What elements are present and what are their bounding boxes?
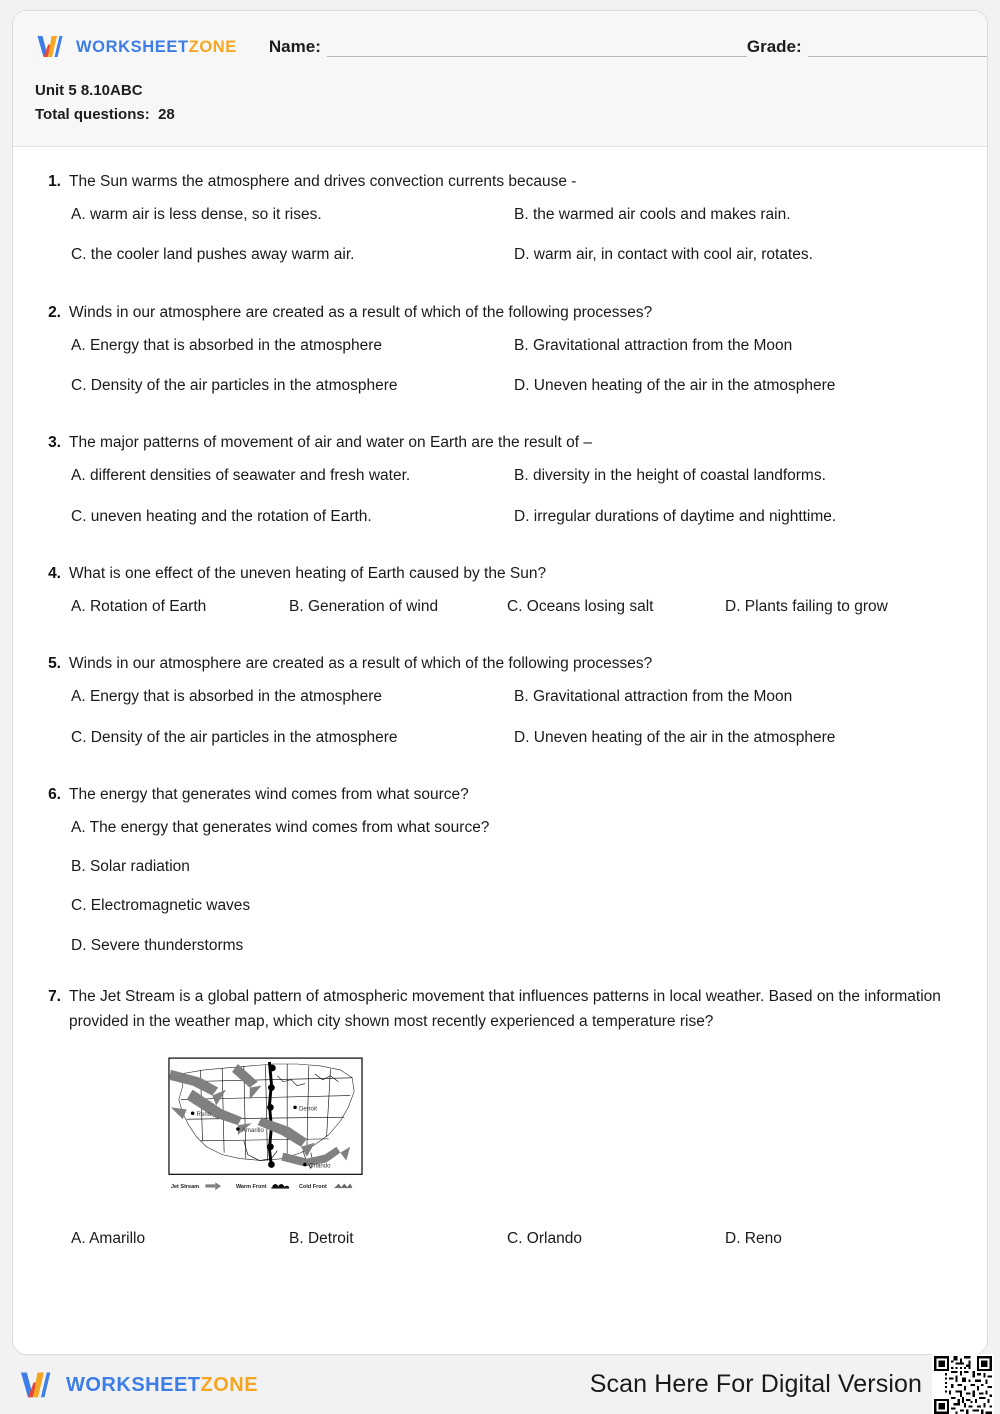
- weather-map-figure: [167, 1056, 957, 1209]
- question-spacer: [43, 625, 957, 651]
- brand-name-part1: WORKSHEET: [76, 37, 189, 56]
- name-label: Name:: [268, 36, 321, 56]
- option-a[interactable]: A. different densities of seawater and fresh water.: [71, 467, 411, 485]
- option-b[interactable]: B. Solar radiation: [71, 858, 190, 876]
- option-c[interactable]: C. Oceans losing salt: [507, 597, 654, 615]
- option-b[interactable]: B. Detroit: [289, 1230, 354, 1248]
- legend-cold-front-label: Cold Front: [298, 1184, 327, 1191]
- worksheet-zone-w-logo-icon: [18, 1370, 58, 1401]
- legend-warm-front-label: Warm Front: [235, 1184, 267, 1191]
- question-2: [43, 300, 957, 398]
- option-grid: [69, 595, 957, 618]
- question-number: 3.: [48, 434, 61, 452]
- option-d[interactable]: D. Reno: [725, 1230, 782, 1248]
- option-b[interactable]: B. the warmed air cools and makes rain.: [514, 206, 791, 224]
- question-4: [43, 561, 957, 618]
- name-input-line[interactable]: [327, 42, 747, 57]
- option-c[interactable]: C. Orlando: [507, 1230, 582, 1248]
- questions-list: [13, 147, 987, 1267]
- question-body: [69, 984, 957, 1250]
- question-text: Winds in our atmosphere are created as a result of which of the following processes?: [69, 655, 653, 673]
- question-spacer: [43, 274, 957, 300]
- option-d[interactable]: D. warm air, in contact with cool air, rotates.: [514, 246, 813, 264]
- option-grid: [69, 816, 957, 957]
- question-body: [69, 561, 957, 618]
- brand-logo: [35, 34, 237, 60]
- question-body: [69, 430, 957, 528]
- option-d[interactable]: D. Uneven heating of the air in the atmosphere: [514, 376, 836, 394]
- question-spacer: [43, 404, 957, 430]
- option-c[interactable]: C. uneven heating and the rotation of Earth.: [71, 507, 372, 525]
- option-d[interactable]: D. Uneven heating of the air in the atmosphere: [514, 728, 836, 746]
- option-grid: [69, 464, 957, 528]
- worksheet-meta: [35, 79, 965, 128]
- page-footer: [0, 1356, 1000, 1414]
- total-questions: [35, 103, 965, 127]
- grade-input-line[interactable]: [808, 42, 988, 57]
- cold-front-line: [269, 1062, 271, 1166]
- option-d[interactable]: D. Plants failing to grow: [725, 597, 888, 615]
- option-b[interactable]: B. Gravitational attraction from the Moon: [514, 336, 793, 354]
- question-body: [69, 651, 957, 749]
- question-7: [43, 984, 957, 1250]
- brand-name: [76, 38, 237, 57]
- option-b[interactable]: B. Gravitational attraction from the Moon: [514, 688, 793, 706]
- option-a[interactable]: A. The energy that generates wind comes from what source?: [71, 818, 490, 836]
- question-number: 2.: [48, 303, 61, 321]
- worksheet-zone-w-logo-icon: [35, 34, 69, 60]
- brand-name-part2: ZONE: [188, 37, 237, 56]
- option-a[interactable]: A. Energy that is absorbed in the atmosphere: [71, 336, 383, 354]
- grade-label: Grade:: [746, 36, 802, 56]
- question-text: Winds in our atmosphere are created as a result of which of the following processes?: [69, 303, 653, 321]
- legend-cold-front-icon: [334, 1184, 352, 1188]
- grade-field[interactable]: [747, 38, 988, 57]
- option-b[interactable]: B. Generation of wind: [289, 597, 439, 615]
- question-number: 7.: [48, 987, 61, 1005]
- name-field[interactable]: [269, 38, 747, 57]
- option-c[interactable]: C. the cooler land pushes away warm air.: [71, 246, 355, 264]
- option-grid: [69, 1227, 957, 1250]
- question-5: [43, 651, 957, 749]
- us-weather-map-image: [167, 1056, 364, 1204]
- legend-warm-front-icon: [271, 1184, 289, 1188]
- option-grid: [69, 203, 957, 267]
- total-questions-value: 28: [158, 106, 175, 124]
- question-body: [69, 169, 957, 267]
- svg-text:Detroit: Detroit: [298, 1105, 317, 1113]
- footer-brand-name: [66, 1374, 258, 1397]
- question-spacer: [43, 756, 957, 782]
- option-a[interactable]: A. Rotation of Earth: [71, 597, 207, 615]
- option-b[interactable]: B. diversity in the height of coastal landforms.: [514, 467, 826, 485]
- worksheet-title: Unit 5 8.10ABC: [35, 82, 143, 99]
- question-text: The energy that generates wind comes from what source?: [69, 785, 469, 803]
- qr-code-icon[interactable]: [932, 1354, 994, 1414]
- question-body: [69, 782, 957, 957]
- option-grid: [69, 334, 957, 398]
- worksheet-header: [13, 11, 987, 147]
- svg-text:Reno: Reno: [196, 1111, 212, 1119]
- option-a[interactable]: A. Amarillo: [71, 1230, 146, 1248]
- question-text: The major patterns of movement of air and water on Earth are the result of –: [69, 434, 592, 452]
- question-3: [43, 430, 957, 528]
- option-c[interactable]: C. Electromagnetic waves: [71, 897, 251, 915]
- legend-jet-stream-label: Jet Stream: [170, 1184, 200, 1191]
- svg-text:Orlando: Orlando: [308, 1162, 331, 1170]
- question-number: 1.: [48, 173, 61, 190]
- option-a[interactable]: A. warm air is less dense, so it rises.: [71, 206, 322, 224]
- question-text: The Sun warms the atmosphere and drives convection currents because -: [69, 173, 577, 190]
- question-spacer: [43, 964, 957, 984]
- question-number: 6.: [48, 785, 61, 803]
- question-number: 4.: [48, 564, 61, 582]
- footer-brand-logo: [18, 1370, 258, 1401]
- scan-prompt-text: Scan Here For Digital Version: [589, 1369, 922, 1398]
- option-a[interactable]: A. Energy that is absorbed in the atmosphere: [71, 688, 383, 706]
- option-d[interactable]: D. irregular durations of daytime and nighttime.: [514, 507, 837, 525]
- question-body: [69, 300, 957, 398]
- option-c[interactable]: C. Density of the air particles in the atmosphere: [71, 728, 398, 746]
- question-6: [43, 782, 957, 957]
- total-questions-label: Total questions:: [35, 106, 150, 124]
- legend-jet-stream-icon: [205, 1182, 221, 1190]
- footer-brand-name-part1: WORKSHEET: [66, 1373, 201, 1396]
- question-1: [43, 169, 957, 267]
- footer-brand-name-part2: ZONE: [200, 1373, 259, 1396]
- svg-text:Amarillo: Amarillo: [241, 1127, 264, 1135]
- question-text: The Jet Stream is a global pattern of atmospheric movement that influences patterns in local weather. Based on the information provided in the weather map, which city shown most recently experienced a temperature rise?: [69, 987, 941, 1031]
- map-legend: [171, 1182, 352, 1190]
- option-grid: [69, 685, 957, 749]
- question-spacer: [43, 535, 957, 561]
- option-c[interactable]: C. Density of the air particles in the atmosphere: [71, 376, 398, 394]
- option-d[interactable]: D. Severe thunderstorms: [71, 936, 244, 954]
- worksheet-card: [12, 10, 988, 1355]
- header-top-row: [35, 29, 965, 65]
- question-number: 5.: [48, 655, 61, 673]
- question-text: What is one effect of the uneven heating of Earth caused by the Sun?: [69, 564, 547, 582]
